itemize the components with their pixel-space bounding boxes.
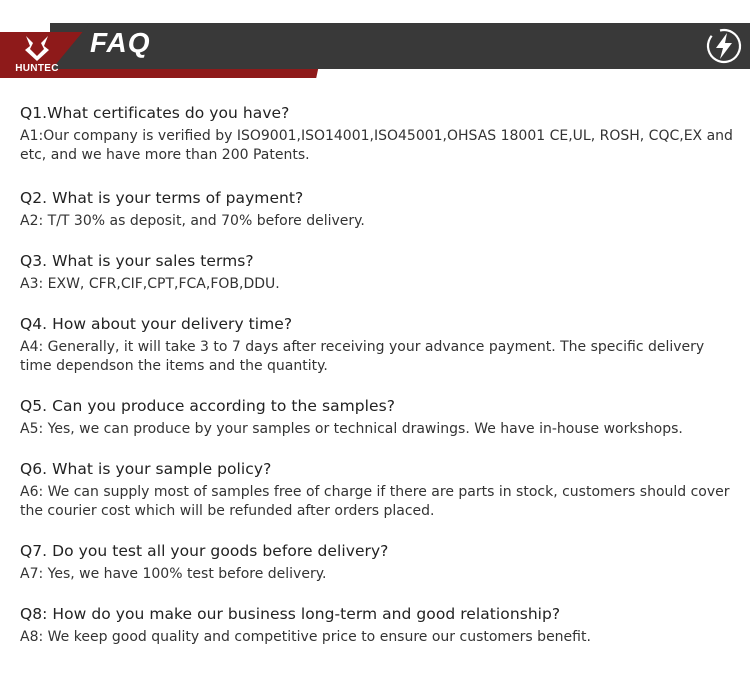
faq-question: Q3. What is your sales terms?	[20, 252, 254, 270]
faq-answer: A1:Our company is verified by ISO9001,ISO14001,ISO45001,OHSAS 18001 CE,UL, ROSH, CQC,EX and etc, and we have more than 200 Patents.	[20, 128, 733, 163]
faq-item-2	[20, 187, 736, 231]
logo-text: HUNTEC	[15, 63, 59, 74]
faq-item-4	[20, 313, 736, 376]
faq-answer: A8: We keep good quality and competitive price to ensure our customers benefit.	[20, 629, 591, 645]
faq-item-6	[20, 458, 736, 521]
lightning-bolt-icon	[705, 27, 743, 65]
faq-answer: A7: Yes, we have 100% test before delivery.	[20, 566, 327, 582]
faq-item-8	[20, 603, 736, 647]
faq-item-3	[20, 250, 736, 294]
faq-question: Q1.What certificates do you have?	[20, 104, 290, 122]
faq-item-1	[20, 102, 736, 165]
faq-question: Q5. Can you produce according to the samples?	[20, 397, 396, 415]
huntec-logo-icon	[22, 34, 52, 62]
faq-question: Q4. How about your delivery time?	[20, 315, 293, 333]
faq-question: Q8: How do you make our business long-term and good relationship?	[20, 605, 561, 623]
faq-answer: A2: T/T 30% as deposit, and 70% before delivery.	[20, 213, 365, 229]
faq-answer: A6: We can supply most of samples free of charge if there are parts in stock, customers should cover the courier cost which will be refunded after orders placed.	[20, 484, 730, 519]
faq-question: Q2. What is your terms of payment?	[20, 189, 304, 207]
faq-answer: A5: Yes, we can produce by your samples or technical drawings. We have in-house workshops.	[20, 421, 683, 437]
faq-answer: A4: Generally, it will take 3 to 7 days after receiving your advance payment. The specific delivery time dependson the items and the quantity.	[20, 339, 705, 374]
page-title: FAQ	[90, 27, 151, 58]
faq-item-7	[20, 540, 736, 584]
huntec-logo	[0, 32, 74, 78]
faq-question: Q7. Do you test all your goods before delivery?	[20, 542, 389, 560]
faq-item-5	[20, 395, 736, 439]
faq-question: Q6. What is your sample policy?	[20, 460, 272, 478]
faq-answer: A3: EXW, CFR,CIF,CPT,FCA,FOB,DDU.	[20, 276, 280, 292]
faq-header-banner	[0, 0, 750, 82]
banner-dark-slant	[52, 23, 750, 69]
